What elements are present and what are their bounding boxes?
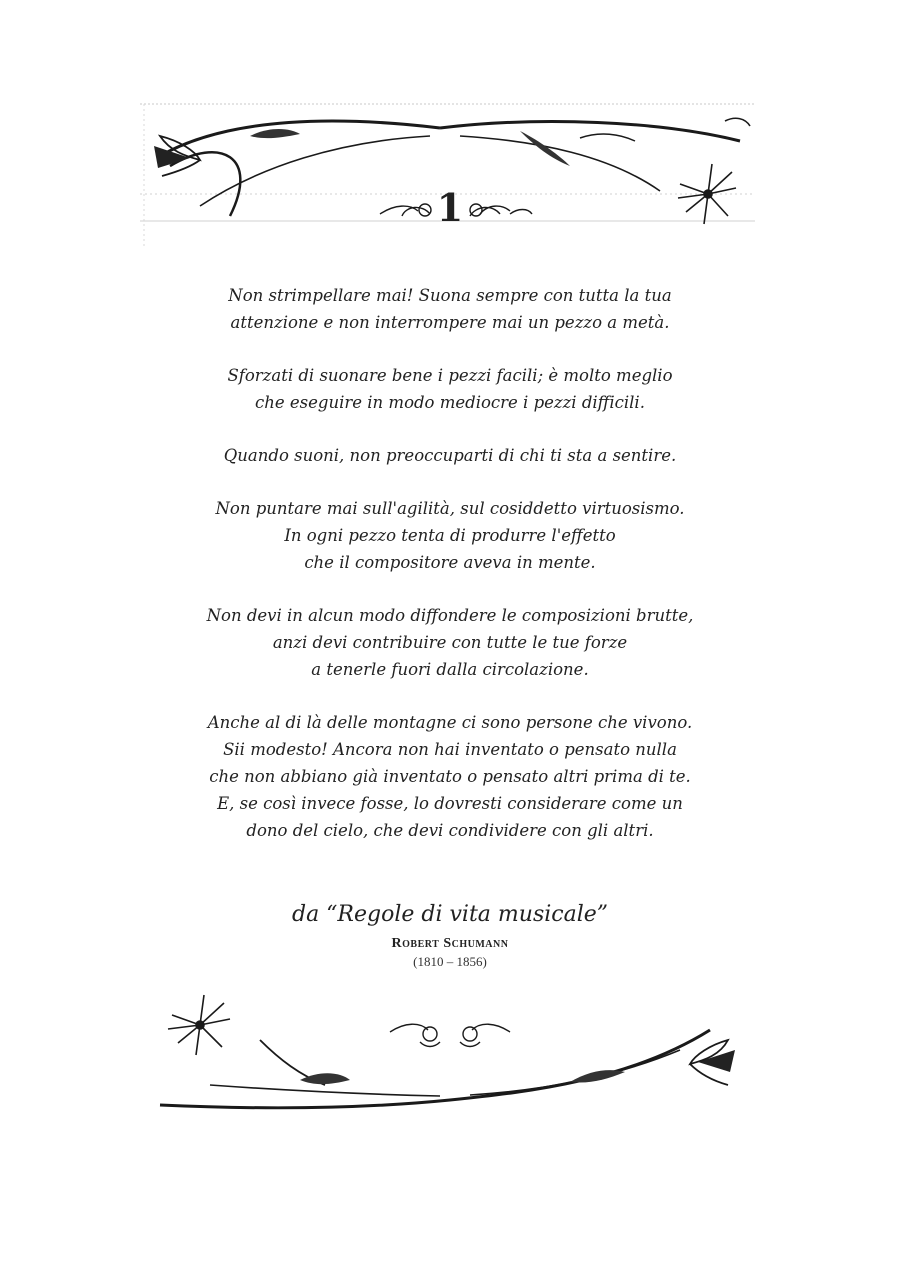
poem-paragraph: [150, 282, 750, 336]
poem-paragraph: [150, 442, 750, 469]
poem-line: In ogni pezzo tenta di produrre l'effetto: [284, 526, 616, 545]
poem-paragraph: [150, 495, 750, 576]
source-attribution: [250, 900, 650, 970]
poem-line: Non strimpellare mai! Suona sempre con tutta la tua: [228, 286, 672, 305]
poem-paragraph: [150, 602, 750, 683]
poem-body: [150, 282, 750, 870]
poem-line: dono del cielo, che devi condividere con gli altri.: [246, 821, 654, 840]
poem-paragraph: [150, 709, 750, 844]
poem-line: Non devi in alcun modo diffondere le composizioni brutte,: [206, 606, 694, 625]
source-title: da “Regole di vita musicale”: [291, 902, 609, 927]
poem-line: Sii modesto! Ancora non hai inventato o pensato nulla: [223, 740, 677, 759]
poem-paragraph: [150, 362, 750, 416]
poem-line: Non puntare mai sull'agilità, sul cosiddetto virtuosismo.: [215, 499, 685, 518]
poem-line: Quando suoni, non preoccuparti di chi ti sta a sentire.: [223, 446, 677, 465]
source-author: Robert Schumann: [391, 936, 509, 951]
poem-line: Sforzati di suonare bene i pezzi facili; è molto meglio: [227, 366, 673, 385]
poem-line: E, se così invece fosse, lo dovresti considerare come un: [217, 794, 683, 813]
poem-line: che eseguire in modo mediocre i pezzi difficili.: [255, 393, 645, 412]
poem-line: che non abbiano già inventato o pensato altri prima di te.: [209, 767, 691, 786]
poem-line: Anche al di là delle montagne ci sono persone che vivono.: [207, 713, 693, 732]
floral-vine-footer-icon: [150, 990, 750, 1120]
poem-line: che il compositore aveva in mente.: [304, 553, 596, 572]
page-number: 1: [436, 185, 464, 230]
poem-line: attenzione e non interrompere mai un pezzo a metà.: [230, 313, 670, 332]
source-years: (1810 – 1856): [413, 954, 487, 969]
footer-floral-ornament: [150, 990, 750, 1120]
poem-line: anzi devi contribuire con tutte le tue forze: [272, 633, 628, 652]
poem-line: a tenerle fuori dalla circolazione.: [311, 660, 589, 679]
